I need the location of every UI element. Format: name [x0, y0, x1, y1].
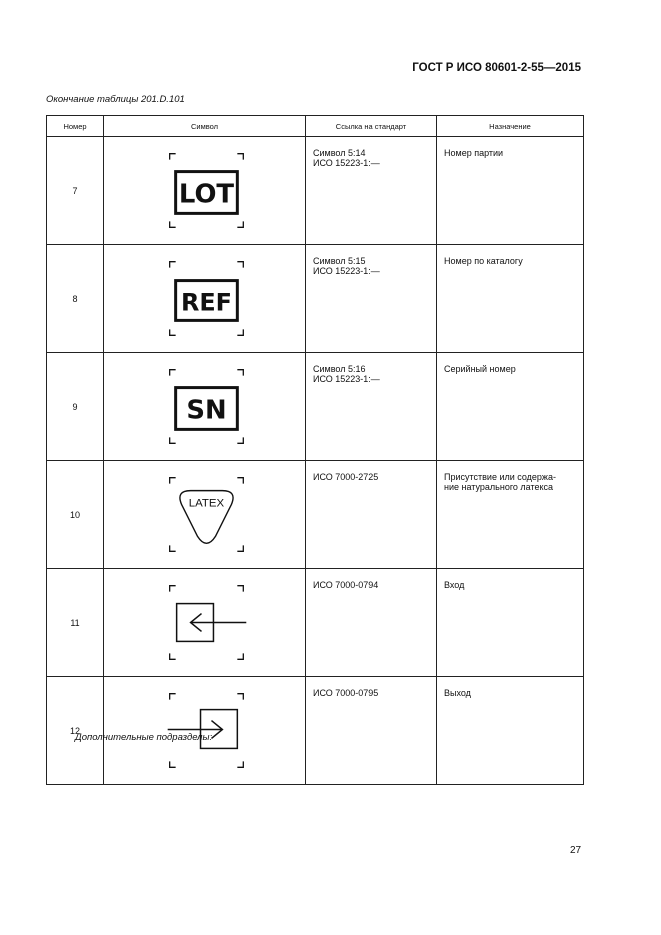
row-number: 10: [47, 461, 104, 569]
purpose-text: Серийный номер: [444, 364, 516, 374]
reference-text: ИСО 7000-0795: [313, 688, 379, 698]
table-row: [47, 353, 584, 461]
reference-text: Символ 5:16 ИСО 15223-1:—: [313, 364, 380, 384]
entry-arrow-icon: [104, 569, 305, 676]
svg-text:LATEX: LATEX: [188, 497, 225, 510]
reference-text: Символ 5:15 ИСО 15223-1:—: [313, 256, 380, 276]
svg-text:SN: SN: [186, 395, 227, 426]
reference-cell: [306, 677, 437, 785]
table-row: [47, 677, 584, 785]
ref-symbol-icon: [104, 245, 305, 352]
row-number: 12: [47, 677, 104, 785]
sn-symbol-icon: [104, 353, 305, 460]
symbols-table: [46, 115, 584, 785]
latex-symbol-icon: [104, 461, 305, 568]
column-header-purpose: Назначение: [437, 116, 584, 137]
table-header-row: [47, 116, 584, 137]
symbol-cell: [104, 569, 306, 677]
reference-text: ИСО 7000-2725: [313, 472, 379, 482]
table-row: [47, 569, 584, 677]
row-number: 11: [47, 569, 104, 677]
reference-cell: [306, 245, 437, 353]
exit-arrow-icon: [104, 677, 305, 784]
lot-symbol-icon: [104, 137, 305, 244]
purpose-text: Выход: [444, 688, 471, 698]
symbol-cell: [104, 137, 306, 245]
purpose-text: Номер по каталогу: [444, 256, 523, 266]
reference-cell: [306, 461, 437, 569]
row-number: 8: [47, 245, 104, 353]
purpose-text: Вход: [444, 580, 465, 590]
svg-text:REF: REF: [180, 288, 232, 317]
row-number: 9: [47, 353, 104, 461]
purpose-cell: [437, 245, 584, 353]
additional-subsections-note: Дополнительные подразделы:: [75, 732, 213, 743]
page-number: 27: [570, 845, 582, 856]
table-row: [47, 461, 584, 569]
symbol-cell: [104, 461, 306, 569]
purpose-text: Номер партии: [444, 148, 504, 158]
table-caption: Окончание таблицы 201.D.101: [46, 94, 185, 105]
table-row: [47, 137, 584, 245]
purpose-cell: [437, 137, 584, 245]
reference-cell: [306, 353, 437, 461]
purpose-text: Присутствие или содержа- ние натурального латекса: [444, 472, 556, 492]
column-header-symbol: Символ: [104, 116, 306, 137]
document-header: ГОСТ Р ИСО 80601-2-55—2015: [412, 62, 581, 74]
reference-cell: [306, 137, 437, 245]
reference-text: ИСО 7000-0794: [313, 580, 379, 590]
symbol-cell: [104, 677, 306, 785]
reference-text: Символ 5:14 ИСО 15223-1:—: [313, 148, 380, 168]
symbol-cell: [104, 353, 306, 461]
svg-text:LOT: LOT: [178, 179, 235, 210]
row-number: 7: [47, 137, 104, 245]
table-row: [47, 245, 584, 353]
purpose-cell: [437, 569, 584, 677]
column-header-reference: Ссылка на стандарт: [306, 116, 437, 137]
column-header-number: Номер: [47, 116, 104, 137]
purpose-cell: [437, 461, 584, 569]
purpose-cell: [437, 677, 584, 785]
purpose-cell: [437, 353, 584, 461]
symbol-cell: [104, 245, 306, 353]
reference-cell: [306, 569, 437, 677]
